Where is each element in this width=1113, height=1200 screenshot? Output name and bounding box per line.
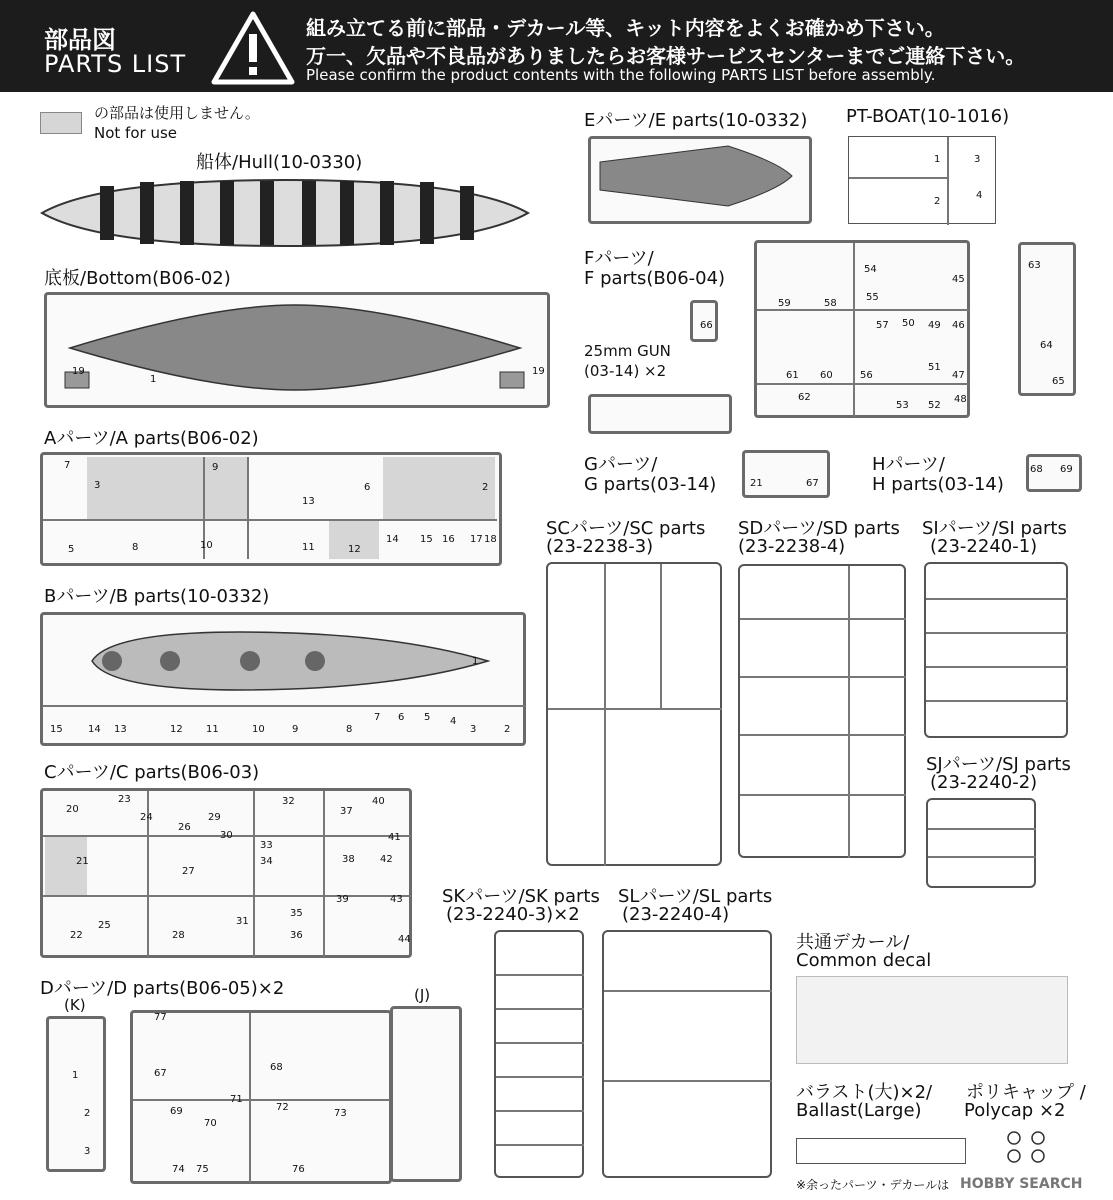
part-number: 46: [952, 320, 965, 331]
notice-en: Please confirm the product contents with the following PARTS LIST before assembly.: [306, 66, 936, 84]
part-number: 4: [976, 190, 983, 201]
part-number: 1: [72, 1070, 79, 1081]
d-j-sprue: [390, 1006, 462, 1182]
part-number: 33: [260, 840, 273, 851]
part-number: 19: [72, 366, 85, 377]
part-number: 14: [386, 534, 399, 545]
part-number: 67: [806, 478, 819, 489]
part-number: 13: [302, 496, 315, 507]
part-number: 18: [484, 534, 497, 545]
gun-label-2: (03-14) ×2: [584, 362, 667, 380]
part-number: 7: [64, 460, 71, 471]
sk-parts-frame: [494, 930, 584, 1178]
part-number: 77: [154, 1012, 167, 1023]
hull-part-drawing: [40, 178, 530, 248]
sc-parts-code: (23-2238-3): [546, 536, 654, 557]
part-number: 2: [84, 1108, 91, 1119]
part-number: 29: [208, 812, 221, 823]
part-number: 14: [88, 724, 101, 735]
part-number: 11: [206, 724, 219, 735]
part-number: 73: [334, 1108, 347, 1119]
k-marker: (K): [64, 996, 86, 1014]
part-number: 17: [470, 534, 483, 545]
part-number: 5: [68, 544, 75, 555]
part-number: 76: [292, 1164, 305, 1175]
part-number: 3: [974, 154, 981, 165]
part-number: 38: [342, 854, 355, 865]
h-parts-label-jp: Hパーツ/: [872, 454, 945, 475]
sj-parts-code: (23-2240-2): [930, 772, 1038, 793]
part-number: 42: [380, 854, 393, 865]
part-number: 1: [150, 374, 157, 385]
part-number: 75: [196, 1164, 209, 1175]
part-number: 40: [372, 796, 385, 807]
part-number: 9: [292, 724, 299, 735]
not-for-use-swatch: [40, 112, 82, 134]
part-number: 20: [66, 804, 79, 815]
part-number: 37: [340, 806, 353, 817]
part-number: 27: [182, 866, 195, 877]
part-number: 53: [896, 400, 909, 411]
si-parts-label: SIパーツ/SI parts: [922, 518, 1067, 539]
part-number: 15: [420, 534, 433, 545]
sd-parts-code: (23-2238-4): [738, 536, 846, 557]
part-number: 66: [700, 320, 713, 331]
part-number: 1: [934, 154, 941, 165]
sl-parts-frame: [602, 930, 772, 1178]
sc-parts-frame: [546, 562, 722, 866]
part-number: 22: [70, 930, 83, 941]
part-number: 68: [1030, 464, 1043, 475]
f-side-sprue: [1018, 242, 1076, 396]
a-hull-piece: [87, 457, 247, 519]
d-parts-label: Dパーツ/D parts(B06-05)×2: [40, 978, 285, 999]
part-number: 35: [290, 908, 303, 919]
part-number: 6: [398, 712, 405, 723]
b-deck-part-drawing: [90, 626, 490, 696]
polycap-label-en: Polycap ×2: [964, 1100, 1066, 1121]
g-parts-label-en: G parts(03-14): [584, 474, 717, 495]
d-k-sprue: [46, 1016, 106, 1172]
part-number: 69: [1060, 464, 1073, 475]
hull-label: 船体/Hull(10-0330): [196, 152, 363, 173]
sj-parts-frame: [926, 798, 1036, 888]
b-parts-label: Bパーツ/B parts(10-0332): [44, 586, 270, 607]
part-number: 74: [172, 1164, 185, 1175]
a-hull-piece: [383, 457, 495, 519]
part-number: 60: [820, 370, 833, 381]
polycap-label-jp: ポリキャップ /: [966, 1082, 1086, 1103]
part-number: 25: [98, 920, 111, 931]
bottom-label: 底板/Bottom(B06-02): [44, 268, 231, 289]
footer-note: ※余ったパーツ・デカールは: [796, 1178, 950, 1192]
part-number: 12: [170, 724, 183, 735]
part-number: 3: [94, 480, 101, 491]
si-parts-code: (23-2240-1): [930, 536, 1038, 557]
part-number: 11: [302, 542, 315, 553]
sd-parts-frame: [738, 564, 906, 858]
h-parts-label-en: H parts(03-14): [872, 474, 1004, 495]
f-parts-label-jp: Fパーツ/: [584, 248, 654, 269]
part-number: 44: [398, 934, 411, 945]
decal-label-jp: 共通デカール/: [796, 932, 910, 953]
part-number: 21: [76, 856, 89, 867]
part-number: 24: [140, 812, 153, 823]
part-number: 21: [750, 478, 763, 489]
decal-label-en: Common decal: [796, 950, 932, 971]
common-decal-sheet: [796, 976, 1068, 1064]
part-number: 59: [778, 298, 791, 309]
ballast-label-en: Ballast(Large): [796, 1100, 922, 1121]
part-number: 28: [172, 930, 185, 941]
part-number: 3: [84, 1146, 91, 1157]
c-parts-sprue: [40, 788, 412, 958]
part-number: 7: [374, 712, 381, 723]
part-number: 48: [954, 394, 967, 405]
g-parts-label-jp: Gパーツ/: [584, 454, 658, 475]
legend-jp: の部品は使用しません。: [94, 104, 260, 122]
a-parts-sprue: [40, 452, 502, 566]
part-number: 71: [230, 1094, 243, 1105]
watermark: HOBBY SEARCH: [960, 1176, 1083, 1192]
part-number: 2: [482, 482, 489, 493]
part-number: 41: [388, 832, 401, 843]
pt-boat-sprue: [848, 136, 996, 224]
part-number: 56: [860, 370, 873, 381]
part-number: 64: [1040, 340, 1053, 351]
a-parts-label: Aパーツ/A parts(B06-02): [44, 428, 259, 449]
c-parts-label: Cパーツ/C parts(B06-03): [44, 762, 260, 783]
gun-label-1: 25mm GUN: [584, 342, 671, 360]
ballast-part: [796, 1138, 966, 1164]
part-number: 4: [450, 716, 457, 727]
part-number: 2: [504, 724, 511, 735]
part-number: 9: [212, 462, 219, 473]
part-number: 12: [348, 544, 361, 555]
part-number: 30: [220, 830, 233, 841]
part-number: 16: [442, 534, 455, 545]
e-deck-part-drawing: [598, 142, 794, 208]
part-number: 65: [1052, 376, 1065, 387]
sl-parts-label: SLパーツ/SL parts: [618, 886, 773, 907]
part-number: 8: [346, 724, 353, 735]
part-number: 19: [532, 366, 545, 377]
part-number: 49: [928, 320, 941, 331]
sj-parts-label: SJパーツ/SJ parts: [926, 754, 1071, 775]
pt-boat-label: PT-BOAT(10-1016): [846, 106, 1010, 127]
part-number: 6: [364, 482, 371, 493]
part-number: 5: [424, 712, 431, 723]
sl-parts-code: (23-2240-4): [622, 904, 730, 925]
part-number: 3: [470, 724, 477, 735]
sk-parts-label: SKパーツ/SK parts: [442, 886, 600, 907]
part-number: 10: [200, 540, 213, 551]
part-number: 69: [170, 1106, 183, 1117]
part-number: 58: [824, 298, 837, 309]
part-number: 61: [786, 370, 799, 381]
part-number: 26: [178, 822, 191, 833]
part-number: 31: [236, 916, 249, 927]
part-number: 8: [132, 542, 139, 553]
part-number: 50: [902, 318, 915, 329]
part-number: 72: [276, 1102, 289, 1113]
page-title-en: PARTS LIST: [44, 50, 187, 78]
legend-en: Not for use: [94, 124, 177, 142]
sc-parts-label: SCパーツ/SC parts: [546, 518, 706, 539]
part-number: 13: [114, 724, 127, 735]
part-number: 67: [154, 1068, 167, 1079]
sk-parts-code: (23-2240-3)×2: [446, 904, 580, 925]
part-number: 62: [798, 392, 811, 403]
si-parts-frame: [924, 562, 1068, 738]
notice-jp-1: 組み立てる前に部品・デカール等、キット内容をよくお確かめ下さい。: [306, 16, 945, 40]
part-number: 15: [50, 724, 63, 735]
sd-parts-label: SDパーツ/SD parts: [738, 518, 900, 539]
part-number: 36: [290, 930, 303, 941]
j-marker: (J): [414, 986, 431, 1004]
part-number: 47: [952, 370, 965, 381]
part-number: 1: [472, 656, 479, 667]
part-number: 32: [282, 796, 295, 807]
f-parts-label-en: F parts(B06-04): [584, 268, 726, 289]
part-number: 34: [260, 856, 273, 867]
g-parts-sprue: [742, 450, 830, 498]
bottom-part-drawing: [60, 300, 530, 395]
d-parts-sprue: [130, 1010, 392, 1184]
part-number: 23: [118, 794, 131, 805]
part-number: 68: [270, 1062, 283, 1073]
e-parts-label: Eパーツ/E parts(10-0332): [584, 110, 808, 131]
part-number: 57: [876, 320, 889, 331]
part-number: 52: [928, 400, 941, 411]
part-number: 2: [934, 196, 941, 207]
part-number: 43: [390, 894, 403, 905]
part-number: 10: [252, 724, 265, 735]
part-number: 54: [864, 264, 877, 275]
part-number: 45: [952, 274, 965, 285]
part-number: 63: [1028, 260, 1041, 271]
part-number: 55: [866, 292, 879, 303]
polycap-drawing: [1002, 1128, 1052, 1164]
part-number: 39: [336, 894, 349, 905]
part-number: 51: [928, 362, 941, 373]
gun-sprue: [588, 394, 732, 434]
warning-icon: [210, 10, 296, 86]
notice-jp-2: 万一、欠品や不良品がありましたらお客様サービスセンターまでご連絡下さい。: [306, 44, 1026, 68]
header-banner: [0, 0, 1113, 92]
ballast-label-jp: バラスト(大)×2/: [796, 1082, 933, 1103]
page-title-jp: 部品図: [44, 26, 116, 54]
part-number: 70: [204, 1118, 217, 1129]
